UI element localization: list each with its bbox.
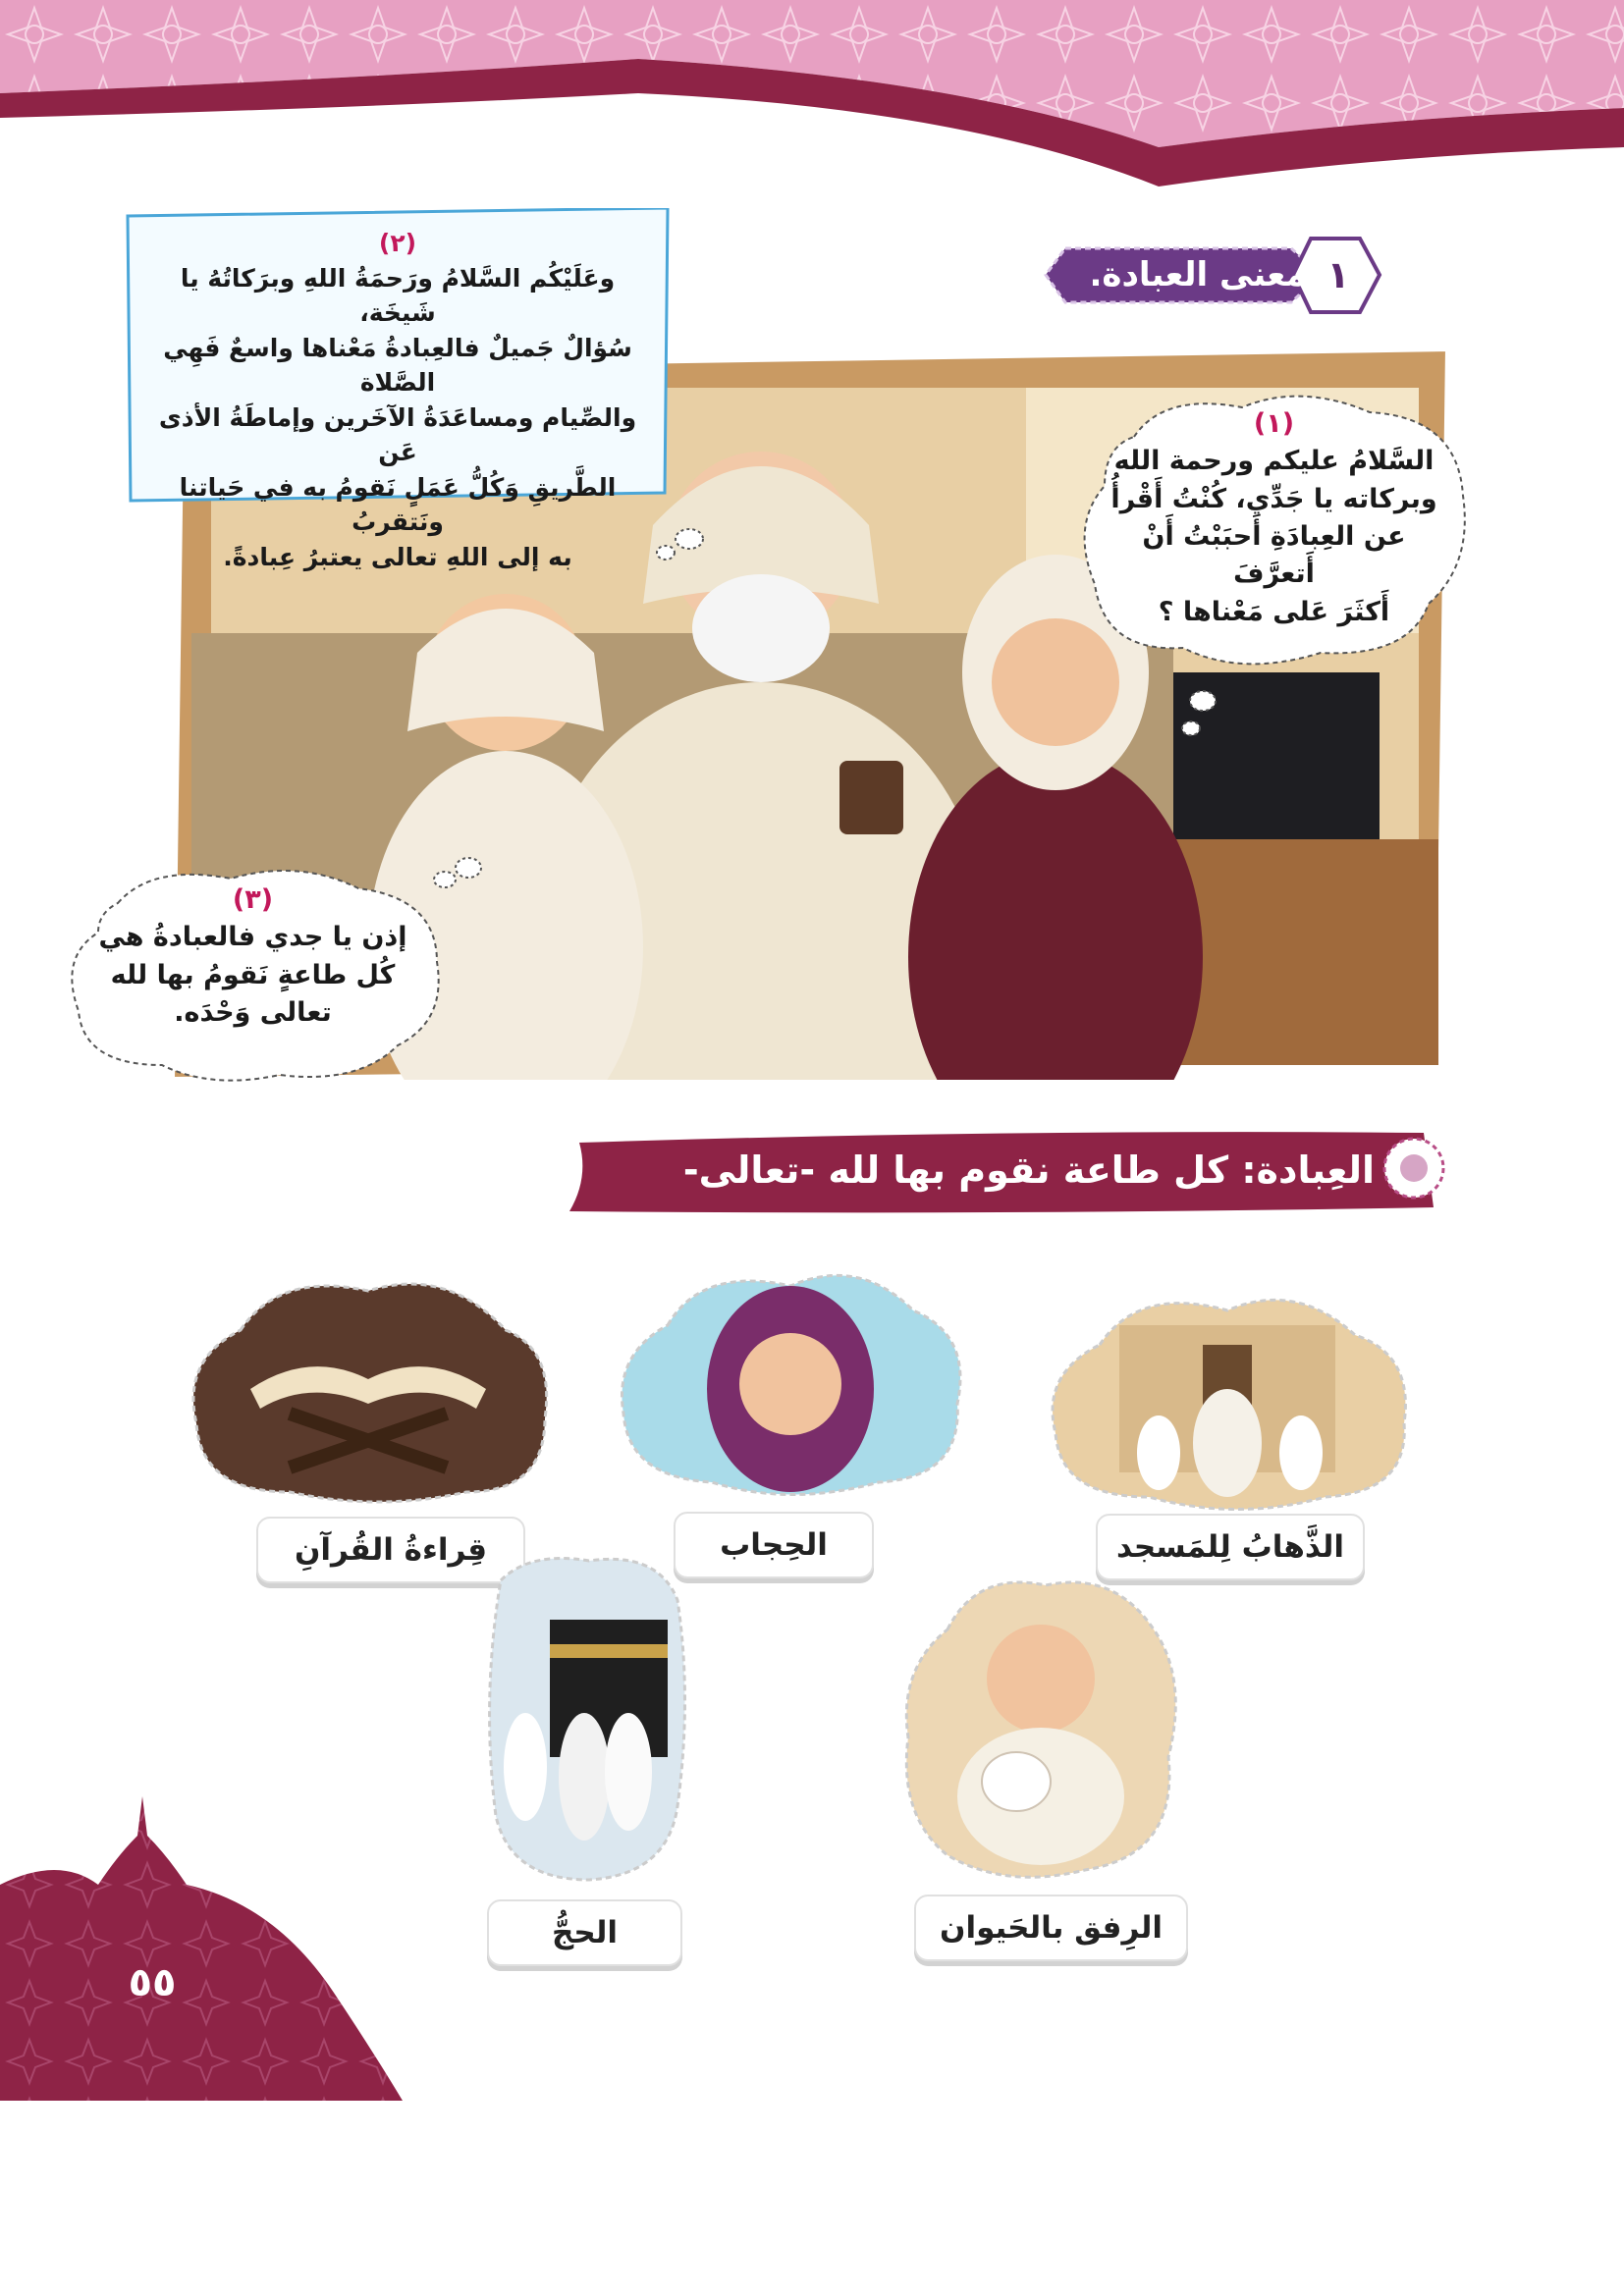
example-card-hajj [481,1551,687,1973]
mosque-walk-image [1041,1286,1414,1512]
bubble-1-line: السَّلامُ عليكم ورحمة الله [1113,446,1435,477]
bubble-2-number: (٢) [378,229,417,257]
example-card-hijab [614,1256,967,1580]
bubble-2-line: الطَّريقِ وَكُلُّ عَمَلٍ نَقومُ به في حَياتنا ونَتقربُ [179,472,617,536]
bubble-1-text [1110,405,1438,631]
rosette-icon [1384,1139,1443,1198]
thought-dots [648,525,707,564]
bubble-2-line: والصِّيام ومساعَدَةُ الآخَرين وإماطَةُ الأذى عَن [158,402,637,466]
hijab-girl-image [614,1256,967,1502]
bubble-1-line: وبركاته يا جَدِّي، كُنْتُ أَقْرأُ [1110,483,1437,514]
page-number: ٥٥ [128,1960,177,2005]
quran-stand-image [182,1271,555,1507]
bubble-1-line: أَكثَرَ عَلى مَعْناها ؟ [1158,596,1390,627]
example-label: الرِفق بالحَيوان [914,1895,1188,1961]
bubble-3-line: تعالى وَحْدَه. [174,996,332,1028]
example-label: الذَّهابُ لِلمَسجد [1096,1514,1365,1580]
speech-bubble-grandfather [123,208,673,571]
top-pattern-band [0,0,1624,196]
example-card-mosque [1041,1286,1414,1580]
bubble-3-text [93,881,412,1032]
bubble-2-line: وعَلَيْكُم السَّلامُ ورَحمَةُ اللهِ وبرَكاتُهُ يا شَيخَة، [180,263,616,327]
example-card-rabbit [898,1571,1183,1963]
thought-dots [427,854,486,893]
bubble-1-line: عن العِبادَةِ أَحبَبْتُ أَنْ أَتعرَّفَ [1142,520,1406,590]
section-number: ١ [1326,253,1350,296]
section-title: معنى العبادة. [1089,255,1307,294]
speech-bubble-boy [64,864,442,1085]
bubble-2-line: سُؤالٌ جَميلٌ فالعِبادةُ مَعْناها واسعٌ فَهِي الصَّلاة [163,333,632,397]
example-label: الحِجاب [674,1512,874,1578]
bubble-3-line: إذن يا جدي فالعبادةُ هي [98,922,407,953]
thought-dots [1173,687,1222,746]
example-label: الحجُّ [487,1899,682,1966]
bubble-3-line: كُل طاعةٍ نَقومُ بها لله [110,959,396,990]
speech-bubble-girl [1075,388,1473,682]
bubble-2-line: به إلى اللهِ تعالى يعتبرُ عِبادةً. [223,542,572,571]
example-label: قِراءةُ القُرآنِ [256,1517,525,1583]
bubble-2-text [140,226,655,574]
bubble-3-number: (٣) [232,884,274,915]
boy-rabbit-image [898,1571,1183,1885]
section-header [1036,229,1384,322]
kaaba-pilgrims-image [481,1551,687,1885]
bubble-1-number: (١) [1253,408,1295,439]
definition-banner [569,1121,1458,1290]
page-corner-dome [0,1796,412,2101]
definition-text: العِبادة: كل طاعة نقوم بها لله -تعالى- وحده. [682,1148,1375,1290]
example-card-quran [182,1271,555,1585]
